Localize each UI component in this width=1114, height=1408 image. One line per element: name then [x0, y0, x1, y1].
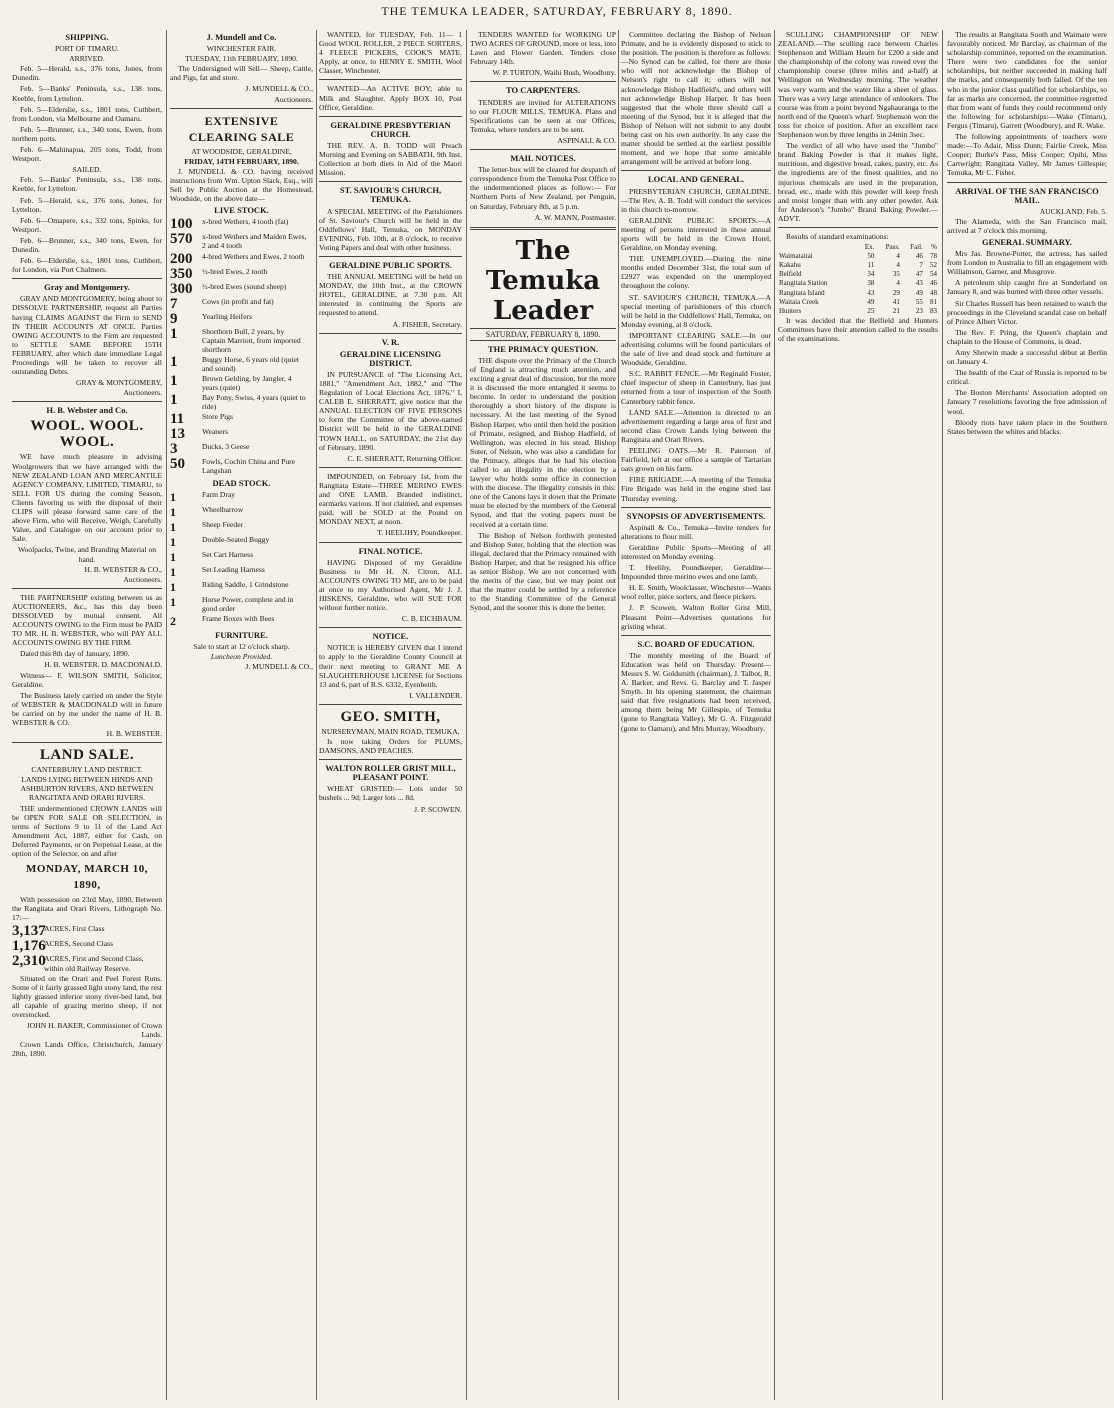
- impounded-signature: T. HEELIHY, Poundkeeper.: [377, 528, 462, 538]
- port-heading: PORT OF TIMARU.: [54, 44, 120, 54]
- arrival-entry: Feb. 5—Brunner, s.s., 340 tons, Ewen, from northern ports.: [12, 124, 162, 143]
- acre-desc: ACRES, First Class: [44, 924, 105, 934]
- divider: [319, 542, 462, 543]
- fair-notice: The Undersigned will Sell— Sheep, Cattle, and Pigs, fat and store.: [170, 64, 313, 83]
- table-cell: 34: [867, 270, 875, 279]
- column-rule: [466, 30, 467, 1400]
- table-row: [778, 307, 938, 316]
- implement-item: 1 Set Leading Harness: [170, 565, 313, 579]
- implement-desc: Horse Power, complete and in good order: [202, 594, 294, 613]
- stock-row: [170, 355, 313, 373]
- implement-item: 1 Horse Power, complete and in good order: [170, 595, 313, 613]
- partnership-names: H. B. WEBSTER. D. MACDONALD.: [44, 660, 162, 670]
- school-name: Hunters: [779, 306, 802, 315]
- stock-count: 200: [170, 250, 193, 267]
- vr-heading: V. R.: [381, 336, 400, 347]
- carpenters-heading: TO CARPENTERS.: [506, 85, 580, 96]
- stock-desc: 4-bred Wethers and Ewes, 2 tooth: [202, 251, 305, 261]
- final-signature: C. B. EICHBAUM.: [401, 614, 462, 624]
- geo-smith-headline: GEO. SMITH,: [340, 708, 441, 725]
- local-item: IMPORTANT CLEARING SALE.—In our advertising columns will be found particulars of the sale of live and dead stock and furniture at Woodside, Geraldine.: [621, 330, 771, 368]
- synopsis-item: Geraldine Public Sports—Meeting of all interested on Monday evening.: [621, 542, 771, 561]
- table-cell: 7: [919, 261, 923, 270]
- column-6: [778, 30, 938, 1400]
- stock-count: 50: [170, 456, 185, 473]
- mail-notice: The letter-box will be cleared for despatch of correspondence from the Temuka Post Office to the undermentioned places as follow:— For Northern Ports of New Zealand, per Penguin, on Saturday, February 8th, at 5 p.m.: [470, 165, 616, 211]
- table-cell: 29: [892, 288, 900, 297]
- divider: [621, 170, 771, 171]
- stock-desc: Fowls, Cochin China and Pure Langshan: [202, 457, 296, 476]
- fair-date: TUESDAY, 11th FEBRUARY, 1890.: [185, 54, 298, 64]
- land-terms: THE undermentioned CROWN LANDS will be OPEN FOR SALE OR SELECTION, in terms of Sections 9 to 11 of the Land Act Amendment Act, 1887, either for Cash, on Deferred Payments, or on Perpetual Lease, at the option of the Selector, on and after: [12, 803, 162, 859]
- column-rule: [166, 30, 167, 1400]
- stock-count: 1: [170, 325, 178, 342]
- stock-row: [170, 427, 313, 441]
- divider: [319, 256, 462, 257]
- stock-desc: Ducks, 3 Geese: [202, 442, 250, 452]
- implement-desc: Farm Dray: [202, 489, 236, 499]
- stock-desc: Buggy Horse, 6 years old (quiet and sound): [202, 354, 300, 373]
- partnership-notice: THE PARTNERSHIP existing between us as AUCTIONEERS, &c., has this day been DISSOLVED by mutual consent. All ACCOUNTS OWING to the Firm must be PAID TO MR. H. B. WEBSTER, who will PAY ALL ACCOUNTS OWING BY THE FIRM.: [12, 592, 162, 648]
- table-cell: 4: [896, 279, 900, 288]
- column-header: [778, 243, 857, 252]
- divider: [319, 333, 462, 334]
- synopsis-item: J. P. Scowen, Walton Roller Grist Mill, Pleasant Point—Advertises quotations for gristing wheat.: [621, 603, 771, 631]
- stock-desc: x-bred Wethers, 4 tooth (fat): [202, 217, 289, 227]
- arrival-entry: Feb. 5—Elderslie, s.s., 1801 tons, Cuthbert, from London, via Melbourne and Oamaru.: [12, 104, 162, 123]
- gray-heading: Gray and Montgomery.: [44, 282, 130, 293]
- table-row: [778, 279, 938, 288]
- divider: [470, 81, 616, 82]
- table-cell: 54: [930, 270, 937, 279]
- implement-desc: Double-Seated Buggy: [202, 534, 270, 544]
- sailing-entry: Feb. 6—Brunner, s.s., 340 tons, Ewen, for Dunedin.: [12, 235, 162, 254]
- general-summary-heading: GENERAL SUMMARY.: [981, 236, 1073, 247]
- summary-item: Amy Sherwin made a successful début at Berlin on January 4.: [947, 348, 1107, 367]
- divider: [621, 635, 771, 636]
- stock-count: 300: [170, 280, 193, 297]
- implement-item: 1 Farm Dray: [170, 490, 313, 504]
- acre-count: 2,310: [12, 953, 46, 970]
- column-rule: [618, 30, 619, 1400]
- table-cell: 49: [867, 297, 875, 306]
- table-cell: 25: [867, 306, 875, 315]
- results-note: It was decided that the Belfield and Hunters Committees have their attention called to the results of the examinations.: [778, 315, 938, 343]
- column-header: %: [931, 243, 937, 252]
- table-row: [778, 289, 938, 298]
- mundell-heading: J. Mundell and Co.: [206, 32, 277, 42]
- table-row: [778, 270, 938, 279]
- winchester-fair: WINCHESTER FAIR.: [206, 44, 277, 54]
- synopsis-item: H. E. Smith, Woolclasser, Winchester—Wants wool roller, piece sorters, and fleece pickers.: [621, 583, 771, 602]
- school-name: Waimataitai: [779, 252, 813, 261]
- column-1: [12, 30, 162, 1400]
- mail-arrival-text: The Alameda, with the San Francisco mail, arrived at 7 o'clock this morning.: [947, 216, 1107, 235]
- webster-role: Auctioneers.: [123, 574, 162, 584]
- column-header: Fail.: [910, 243, 923, 252]
- stock-desc: ½-bred Ewes (sound sheep): [202, 281, 287, 291]
- school-name: Rangitata Station: [779, 279, 828, 288]
- divider: [319, 759, 462, 760]
- divider: [12, 278, 162, 279]
- stock-count: 570: [170, 231, 193, 248]
- table-cell: 35: [892, 270, 900, 279]
- stock-row: [170, 217, 313, 231]
- stock-row: [170, 412, 313, 426]
- table-cell: 4: [896, 261, 900, 270]
- local-item: LAND SALE.—Attention is directed to an advertisement regarding a large area of first and second class Crown Lands lying between the Rangitata and Orari Rivers.: [621, 407, 771, 444]
- stock-desc: x-bred Wethers and Maiden Ewes, 2 and 4 tooth: [202, 232, 307, 251]
- table-cell: 49: [915, 288, 923, 297]
- table-cell: 81: [930, 297, 937, 306]
- luncheon-note: Luncheon Provided.: [210, 652, 273, 661]
- walton-signature: J. P. SCOWEN.: [414, 804, 462, 814]
- local-item: PEELING OATS.—Mr R. Paterson of Fairfield, left at our office a sample of Tartarian oats grown on his farm.: [621, 446, 771, 474]
- webster-heading: H. B. Webster and Co.: [46, 405, 128, 416]
- column-header: Pass.: [885, 243, 900, 252]
- gray-signature: GRAY & MONTGOMERY,: [75, 378, 162, 388]
- synopsis-item: Aspinall & Co., Temuka—Invite tenders for alterations to flour mill.: [621, 522, 771, 541]
- wanted-wool-roller: WANTED, for TUESDAY, Feb. 11— 1 Good WOOL ROLLER, 2 PIECE SORTERS, 4 FLEECE PICKERS, COOK'S MATE. Apply, at once, to HENRY E. SMITH, Wool Classer, Winchester.: [319, 30, 462, 76]
- stock-count: 13: [170, 426, 185, 443]
- table-cell: 78: [930, 252, 937, 261]
- column-rule: [774, 30, 775, 1400]
- local-item: GERALDINE PUBLIC SPORTS.—A meeting of persons interested in these annual sports will be held in the Crown Hotel, Geraldine, on Monday evening.: [621, 215, 771, 253]
- stock-desc: Weaners: [202, 427, 228, 437]
- implement-item: 1 Wheelbarrow: [170, 505, 313, 519]
- column-header: Ex.: [864, 243, 875, 252]
- table-cell: 41: [892, 297, 900, 306]
- stock-row: [170, 282, 313, 296]
- divider: [12, 588, 162, 589]
- land-sale-headline: LAND SALE.: [39, 747, 135, 764]
- arrival-entry: Feb. 5—Herald, s.s., 376 tons, Jones, from Dunedin.: [12, 64, 162, 83]
- partnership-witness: Witness— F. WILSON SMITH, Solicitor, Geraldine.: [12, 670, 162, 689]
- licensing-notice: IN PURSUANCE of "The Licensing Act, 1881," "Amendment Act, 1882," and "The Regulation of Local Elections Act, 1876," I, CALEB E. SHERRATT, give notice that the ANNUAL ELECTION OF FIVE PERSONS to form the Committee of the above-named District will be held in the GERALDINE TOWN HALL, on SATURDAY, the 21st day of February, 1890.: [319, 369, 462, 452]
- arrived-label: ARRIVED.: [69, 54, 105, 64]
- stock-count: 11: [170, 411, 185, 428]
- business-continued: The Business lately carried on under the Style of WEBSTER & MACDONALD will in future be carried on by me under the name of H. B. WEBSTER & CO.: [12, 690, 162, 727]
- wool-headline: WOOL. WOOL. WOOL.: [30, 418, 144, 451]
- notice-heading: NOTICE.: [372, 631, 409, 642]
- summary-item: Bloody riots have taken place in the Southern States between the whites and blacks.: [947, 417, 1107, 436]
- implement-desc: Set Cart Harness: [202, 549, 254, 559]
- stock-count: 3: [170, 441, 178, 458]
- summary-item: Sir Charles Russell has been retained to watch the proceedings in the Cleveland scandal case on behalf of Prince Albert Victor.: [947, 298, 1107, 326]
- newspaper-nameplate: The Temuka Leader: [485, 235, 601, 326]
- summary-item: The Boston Merchants' Association adopted on January 7 resolutions favoring the free admission of wool.: [947, 388, 1107, 416]
- sports-notice: THE ANNUAL MEETING will be held on MONDAY, the 10th Inst., at the CROWN HOTEL, GERALDINE, at 7.30 p.m. All interested in continuing the Sports are requested to attend.: [319, 272, 462, 318]
- divider: [319, 627, 462, 628]
- stock-desc: Yearling Heifers: [202, 311, 253, 321]
- sports-heading: GERALDINE PUBLIC SPORTS.: [329, 259, 452, 270]
- scholarship-report: The results at Rangitata South and Waimate were favourably noticed. Mr Barclay, as chairman of the scholarship committee, reported on the examination. There were two candidates for the senior scholarships, but neither succeeded in making half the marks, and consequently both failed. Of the ten who in the junior class qualified for scholarships, so far as marks are concerned, the committee regretted that from want of funds they could recommend only the following for scholarships:—Wake (Timaru), Fergus (Timaru), Garrett (Woodbury), and R. Wake.: [947, 30, 1107, 130]
- mundell-role: Auctioneers.: [274, 94, 313, 104]
- divider: [12, 401, 162, 402]
- summary-item: A petroleum ship caught fire at Sunderland on January 8, and was burned with three other vessels.: [947, 278, 1107, 297]
- implement-desc: Sheep Feeder: [202, 519, 244, 529]
- running-header: THE TEMUKA LEADER, SATURDAY, FEBRUARY 8, 1890.: [381, 4, 733, 18]
- divider: [621, 507, 771, 508]
- stock-row: [170, 232, 313, 250]
- land-sale-date: MONDAY, MARCH 10, 1890,: [26, 863, 148, 892]
- implement-item: 1 Riding Saddle, 1 Grindstone: [170, 580, 313, 594]
- synopsis-heading: SYNOPSIS OF ADVERTISEMENTS.: [626, 510, 766, 521]
- implement-desc: Set Leading Harness: [202, 564, 265, 574]
- summary-item: The Rev. F. Pring, the Queen's chaplain and chaplain to the House of Commons, is dead.: [947, 327, 1107, 346]
- sailing-entry: Feb. 5—Herald, s.s., 376 tons, Jones, for Lyttelton.: [12, 195, 162, 214]
- stock-count: 9: [170, 310, 178, 327]
- table-cell: 52: [930, 261, 937, 270]
- land-district: CANTERBURY LAND DISTRICT.: [31, 765, 143, 775]
- stock-row: [170, 393, 313, 411]
- woolpacks-line: Woolpacks, Twine, and Branding Material on hand.: [17, 545, 157, 564]
- stock-desc: Brown Gelding, by Jangler, 4 years (quiet): [202, 373, 292, 393]
- clearing-sale-date: FRIDAY, 14TH FEBRUARY, 1890.: [184, 156, 299, 166]
- sailing-entry: Feb. 6—Omapere, s.s., 332 tons, Spinks, for Westport.: [12, 215, 162, 234]
- implement-item: 1 Double-Seated Buggy: [170, 535, 313, 549]
- divider: [319, 467, 462, 468]
- divider: [319, 704, 462, 705]
- gray-role: Auctioneers.: [123, 388, 162, 398]
- stock-count: 350: [170, 265, 193, 282]
- acre-count: 1,176: [12, 938, 46, 955]
- implement-item: 2 Frame Boxes with Bees: [170, 614, 313, 628]
- table-row: [778, 252, 938, 261]
- stock-count: 1: [170, 353, 178, 370]
- acre-desc: ACRES, Second Class: [44, 939, 113, 949]
- table-cell: 38: [867, 279, 875, 288]
- mail-arrival-heading: ARRIVAL OF THE SAN FRANCISCO MAIL.: [955, 185, 1099, 205]
- summary-item: The health of the Czar of Russia is reported to be critical.: [947, 368, 1107, 387]
- editorial-continued: Committee declaring the Bishop of Nelson Primate, and he is evidently disposed to stick to the position. The position is therefore as follows:—No Synod can be called, for there are those who will not acknowledge the Bishop of Nelson's right to call it; others will not acknowledge Bishop Hadfield's, and others will not acknowledge Bishop Harper. It has been suggested that the whole three should call a meeting of the Synod, but it is alleged that the Bishop of Nelson will not submit to any doubt being cast on his own authority. In any case the matter should be settled at the earliest possible moment, and we hope that some amicable arrangement will be arrived at before long.: [621, 30, 771, 167]
- land-dateline: Crown Lands Office, Christchurch, January 28th, 1890.: [12, 1040, 162, 1059]
- divider: [470, 227, 616, 230]
- dead-stock-heading: DEAD STOCK.: [212, 477, 271, 488]
- nurseryman-subheading: NURSERYMAN, MAIN ROAD, TEMUKA,: [321, 726, 460, 736]
- sculling-report: SCULLING CHAMPIONSHIP OF NEW ZEALAND.—The sculling race between Charles Stephenson and William Hearn for £200 a side and the championship of the colony was rowed over the championship course (three miles and a-half) at Wellington on Wednesday morning. The weather was very warm and the water like a sheet of glass. There was a very large attendance of onlookers. The course was from a point beyond Ngahauranga to the north end of the Queen's wharf. Stephenson won the toss for choice of position. After an excellent race Stephenson won by three lengths in 24min 3sec.: [778, 30, 938, 140]
- table-cell: 50: [867, 252, 875, 261]
- mail-arrival-dateline: AUCKLAND, Feb. 5.: [1039, 206, 1107, 216]
- school-name: Rangitata Island: [779, 288, 825, 297]
- local-general-heading: LOCAL AND GENERAL.: [647, 174, 745, 185]
- gray-notice: GRAY AND MONTGOMERY, being about to DISSOLVE PARTNERSHIP, request all Parties having CLAIMS AGAINST the Firm to SEND IN THEIR ACCOUNTS AT ONCE. Parties OWING ACCOUNTS to the Firm are requested to SETTLE SAME BEFORE 15TH FEBRUARY, after which date immediate Legal Proceedings will be taken to recover all outstanding Debts.: [12, 294, 162, 377]
- table-cell: 47: [915, 270, 923, 279]
- table-cell: 46: [915, 252, 923, 261]
- table-row: [778, 298, 938, 307]
- sports-signature: A. FISHER, Secretary.: [392, 319, 462, 329]
- licensing-heading: GERALDINE LICENSING DISTRICT.: [339, 348, 442, 368]
- school-name: Waitaia Creek: [779, 297, 819, 306]
- implement-item: 1 Sheep Feeder: [170, 520, 313, 534]
- table-cell: 83: [930, 306, 937, 315]
- school-name: Kakahu: [779, 261, 801, 270]
- stock-row: [170, 327, 313, 354]
- stock-desc: Cows (in profit and fat): [202, 296, 274, 306]
- editorial-body-2: The Bishop of Nelson forthwith protested and Bishop Suter, holding that the election was illegal, declared that the Primacy remained with Bishop Harper, and that he resigned his office as senior Bishop. We are not concerned with the merits of the case, but we may point out that the matter could be settled by a reference to the Standing Committee of the General Synod, and the sooner this is done the better.: [470, 530, 616, 613]
- table-cell: 48: [930, 288, 937, 297]
- stock-desc: Bay Pony, Swiss, 4 years (quiet to ride): [202, 393, 306, 412]
- local-item: FIRE BRIGADE.—A meeting of the Temuka Fire Brigade was held in the engine shed last Thursday evening.: [621, 475, 771, 503]
- stock-row: [170, 457, 313, 475]
- land-description: Situated on the Orari and Peel Forest Runs. Some of it fairly grassed light stony land, the rest lightly grassed inferior stony river-bed land, but all capable of grazing merino sheep, if not overstocked.: [12, 973, 162, 1019]
- final-notice: HAVING Disposed of my Geraldine Business to Mr H. N. Citron, ALL ACCOUNTS OWING TO ME, are to be paid at once to my Authorised Agent, Mr J. J. HISKENS, Geraldine, who will SUE FOR without further notice.: [319, 557, 462, 613]
- column-rule: [942, 30, 943, 1400]
- column-2: [170, 30, 313, 1400]
- land-possession: With possession on 23rd May, 1890, Between the Rangitata and Orari Rivers, Lithograph No. 17:—: [12, 895, 162, 923]
- acre-row: [12, 954, 162, 972]
- column-4: [470, 30, 616, 1400]
- land-location: LANDS LYING BETWEEN HINDS AND ASHBURTON RIVERS, AND BETWEEN RANGITATA AND ORARI RIVERS.: [20, 775, 154, 803]
- teacher-appointments: The following appointments of teachers were made:—To Adair, Miss Dunn; Fairlie Creek, Miss Cooper; Burke's Pass, Miss Cooper; Opihi, Miss Cartwright; Rangitata Valley, Mr James Gillespie; Temuka, Mr C. Fisher.: [947, 132, 1107, 178]
- table-cell: 4: [896, 252, 900, 261]
- sale-start-time: Sale to start at 12 o'clock sharp.: [193, 641, 290, 651]
- clearing-sale-intro: J. MUNDELL & CO. having received instructions from Wm. Upton Slack, Esq., will Sell by Public Auction at the Homestead, Woodside, on the above date—: [170, 166, 313, 204]
- live-stock-heading: LIVE STOCK.: [214, 205, 269, 216]
- school-name: Belfield: [779, 270, 802, 279]
- presbyterian-heading: GERALDINE PRESBYTERIAN CHURCH.: [330, 119, 451, 139]
- shipping-heading: SHIPPING.: [65, 32, 109, 42]
- table-cell: 55: [915, 297, 923, 306]
- gristing-prices: WHEAT GRISTED:— Lots under 50 bushels ... 9d; Larger lots ... 8d.: [319, 784, 462, 803]
- column-3: [319, 30, 462, 1400]
- stock-row: [170, 297, 313, 311]
- divider: [12, 742, 162, 743]
- stock-desc: Store Pigs: [202, 412, 234, 422]
- tenders-notice: TENDERS WANTED for WORKING UP TWO ACRES OF GROUND, more or less, into Lawn and Flower Garden. Tenders close February 14th.: [470, 30, 616, 67]
- stock-count: 1: [170, 372, 178, 389]
- acre-row: [12, 939, 162, 953]
- tenders-signature: W. P. TURTON, Waihi Bush, Woodbury.: [492, 68, 616, 78]
- divider: [170, 108, 313, 109]
- local-item: THE UNEMPLOYED.—During the nine months ended December 31st, the total sum of £2927 was expended on the unemployed throughout the colony.: [621, 254, 771, 291]
- table-cell: 21: [892, 306, 900, 315]
- local-item: PRESBYTERIAN CHURCH, GERALDINE.—The Rev. A. B. Todd will conduct the services in this church to-morrow.: [621, 186, 771, 214]
- mail-signature: A. W. MANN, Postmaster.: [534, 212, 616, 222]
- column-7: [947, 30, 1107, 1400]
- carpenters-notice: TENDERS are invited for ALTERATIONS to our FLOUR MILLS, TEMUKA. Plans and Specifications can be seen at our Offices, Temuka, where tenders are to be sent.: [470, 97, 616, 134]
- editorial-body: THE dispute over the Primacy of the Church of England is attracting much attention, and exciting a great deal of discussion, but the more it is discussed the more entangled it seems to become. In order to understand the position thoroughly a short history of the dispute is necessary. At the last meeting of the Synod Bishop Harper, who until then held the position of Primate, resigned, and Bishop Hadfield, of Wellington, was elected in his stead. Bishop Suter, of Nelson, who was also a candidate for the Primacy, alleges that he had his election called to an illegality in the election by a lawyer who holds some office in connection with the diocese. The illegality consists in this: one of the Canons lays it down that the Primate must be elected by the members of the General Synod, and that the voting papers must be received at a certain time.: [470, 355, 616, 529]
- clearing-sale-location: AT WOODSIDE, GERALDINE,: [191, 146, 292, 156]
- implement-desc: Wheelbarrow: [202, 504, 244, 514]
- saviour-notice: A SPECIAL MEETING of the Parishioners of St. Saviour's Church will be held in the Oddfellows' Hall, Temuka, on MONDAY EVENING, Feb. 10th, at 8 o'clock, to receive Voting Papers and deal with other business.: [319, 206, 462, 252]
- table-cell: 46: [930, 279, 937, 288]
- implement-desc: Riding Saddle, 1 Grindstone: [202, 579, 289, 589]
- stock-row: [170, 267, 313, 281]
- table-cell: 23: [915, 306, 923, 315]
- table-row: [778, 261, 938, 270]
- stock-row: [170, 442, 313, 456]
- examination-results-table: [778, 243, 938, 316]
- stock-desc: Shorthorn Bull, 2 years, by Captain Marriott, from imported shorthorn: [202, 326, 301, 354]
- implement-item: 1 Set Cart Harness: [170, 550, 313, 564]
- table-header-row: [778, 243, 938, 252]
- stock-row: [170, 312, 313, 326]
- table-cell: 43: [915, 279, 923, 288]
- local-item: S.C. RABBIT FENCE.—Mr Reginald Foster, chief inspector of sheep in Canterbury, has just returned from a tour of inspection of the South Canterbury rabbit fence.: [621, 369, 771, 406]
- mundell-signature: J. MUNDELL & CO.,: [245, 84, 313, 94]
- local-item: ST. SAVIOUR'S CHURCH, TEMUKA.—A special meeting of parishioners of this church will be held in the Oddfellows' Hall, Temuka, on Monday evening, at 8 o'clock.: [621, 292, 771, 329]
- sailed-label: SAILED.: [72, 165, 102, 175]
- jumbo-advertisement: The verdict of all who have used the "Jumbo" brand Baking Powder is that it makes light, nutritious, and digestive bread, cakes, pastry, etc. As the ingredients are of the finest qualities, and no injurious chemicals are used in the preparation, bread, etc., made with this powder will keep fresh and moist longer than with any other powder. Ask for Anderson's "Jumbo" Brand Baking Powder.—ADVT.: [778, 141, 938, 223]
- partnership-date: Dated this 8th day of January, 1890.: [20, 649, 130, 659]
- divider: [319, 181, 462, 182]
- sailing-entry: Feb. 6—Elderslie, s.s., 1801 tons, Cuthbert, for London, via Port Chalmers.: [12, 256, 162, 275]
- stock-row: [170, 252, 313, 266]
- slaughterhouse-notice: NOTICE is HEREBY GIVEN that I intend to apply to the Geraldine County Council at their next meeting to GRANT ME A SLAUGHTERHOUSE LICENSE for Sections 13 and 6, part of R.S. 6332, Eyenbeith.: [319, 643, 462, 689]
- table-cell: 43: [867, 288, 875, 297]
- furniture-heading: FURNITURE.: [215, 629, 268, 640]
- divider: [778, 227, 938, 228]
- sailing-entry: Feb. 5—Banks' Peninsula, s.s., 138 tons, Keeble, for Lyttelton.: [12, 175, 162, 194]
- issue-date: SATURDAY, FEBRUARY 8, 1890.: [470, 328, 616, 341]
- synopsis-item: T. Heelihy, Poundkeeper, Geraldine—Impounded three merino ewes and one lamb.: [621, 563, 771, 582]
- arrival-entry: Feb. 6—Mahinapua, 205 tons, Todd, from Westport.: [12, 145, 162, 164]
- table-cell: 11: [867, 261, 875, 270]
- final-notice-heading: FINAL NOTICE.: [358, 545, 423, 556]
- stock-count: 1: [170, 392, 178, 409]
- stock-count: 7: [170, 295, 178, 312]
- webster-signature-2: H. B. WEBSTER.: [106, 729, 162, 739]
- saviour-heading: ST. SAVIOUR'S CHURCH, TEMUKA.: [339, 185, 442, 205]
- divider: [319, 79, 462, 80]
- column-5: [621, 30, 771, 1400]
- wool-notice: WE have much pleasure in advising Woolgrowers that we have arranged with the NEW ZEALAND LOAN AND MERCANTILE AGENCY COMPANY, LIMITED, TIMARU, to SELL FOR US during the coming Season, Clients favoring us with the disposal of their CLIPS will please forward same care of the above Firm, who will Receive, Weigh, Carefully Value, and Catalogue on our account prior to Sale.: [12, 452, 162, 544]
- stock-desc: ½-bred Ewes, 2 tooth: [202, 266, 268, 276]
- wanted-active-boy: WANTED—An ACTIVE BOY; able to Milk and Slaughter. Apply BOX 10, Post Office, Geraldine.: [319, 84, 462, 112]
- impounded-notice: IMPOUNDED, on February 1st, from the Rangitata Estate—THREE MERINO EWES and ONE LAMB. Branded indistinct, earmarks various. If not claimed, and expenses paid, will be SOLD at the Pound on MONDAY NEXT, at noon.: [319, 471, 462, 527]
- column-rule: [316, 30, 317, 1400]
- acre-desc: ACRES, First and Second Class, within old Railway Reserve.: [44, 954, 144, 973]
- carpenters-signature: ASPINALL & CO.: [557, 135, 616, 145]
- acre-count: 3,137: [12, 923, 46, 940]
- notice-signature: I. VALLENDER.: [409, 690, 462, 700]
- presbyterian-notice: THE REV. A. B. TODD will Preach Morning and Evening on SABBATH, 9th Inst. Collection at both diets in Aid of the Maori Mission.: [319, 140, 462, 178]
- arrival-entry: Feb. 5—Banks' Peninsula, s.s., 138 tons, Keeble, from Lyttelton.: [12, 84, 162, 103]
- stock-row: [170, 374, 313, 392]
- nursery-notice: Is now taking Orders for PLUMS, DAMSONS, AND PEACHES.: [319, 737, 462, 756]
- walton-mill-heading: WALTON ROLLER GRIST MILL, PLEASANT POINT.: [325, 763, 456, 783]
- clearing-sale-headline: EXTENSIVE CLEARING SALE: [188, 113, 295, 144]
- divider: [319, 116, 462, 117]
- education-board-heading: S.C. BOARD OF EDUCATION.: [637, 638, 755, 649]
- divider: [470, 149, 616, 150]
- land-signature: JOHN H. BAKER, Commissioner of Crown Lands.: [26, 1021, 162, 1040]
- webster-signature: H. B. WEBSTER & CO.,: [84, 564, 162, 574]
- results-heading: Results of standard examinations:: [786, 231, 889, 241]
- summary-item: Mrs Jas. Browne-Potter, the actress, has sailed from London to Australia to fill an engagement with Williamson, Garner, and Musgrove.: [947, 249, 1107, 277]
- education-board-report: The monthly meeting of the Board of Education was held on Thursday. Present—Messrs S. W. Goldsmith (chairman), J. Talbot, R. A. Barker, and Revs. G. Barclay and T. Jasper Smyth. In his opening statement, the chairman said that five resignations had been received, among them being Mr Gillespie, of Temuka (gone to Rangitata Valley), Mr G. A. Fitzgerald (gone to Oamaru), and Mrs Murray, Woodbury.: [621, 650, 771, 733]
- stock-count: 100: [170, 216, 193, 233]
- mundell-signature-2: J. MUNDELL & CO.,: [245, 662, 313, 672]
- licensing-signature: C. E. SHERRATT, Returning Officer.: [347, 453, 462, 463]
- editorial-heading: THE PRIMACY QUESTION.: [488, 343, 598, 354]
- mail-heading: MAIL NOTICES.: [510, 153, 576, 164]
- acre-row: [12, 924, 162, 938]
- divider: [947, 182, 1107, 183]
- implement-desc: Frame Boxes with Bees: [202, 613, 275, 623]
